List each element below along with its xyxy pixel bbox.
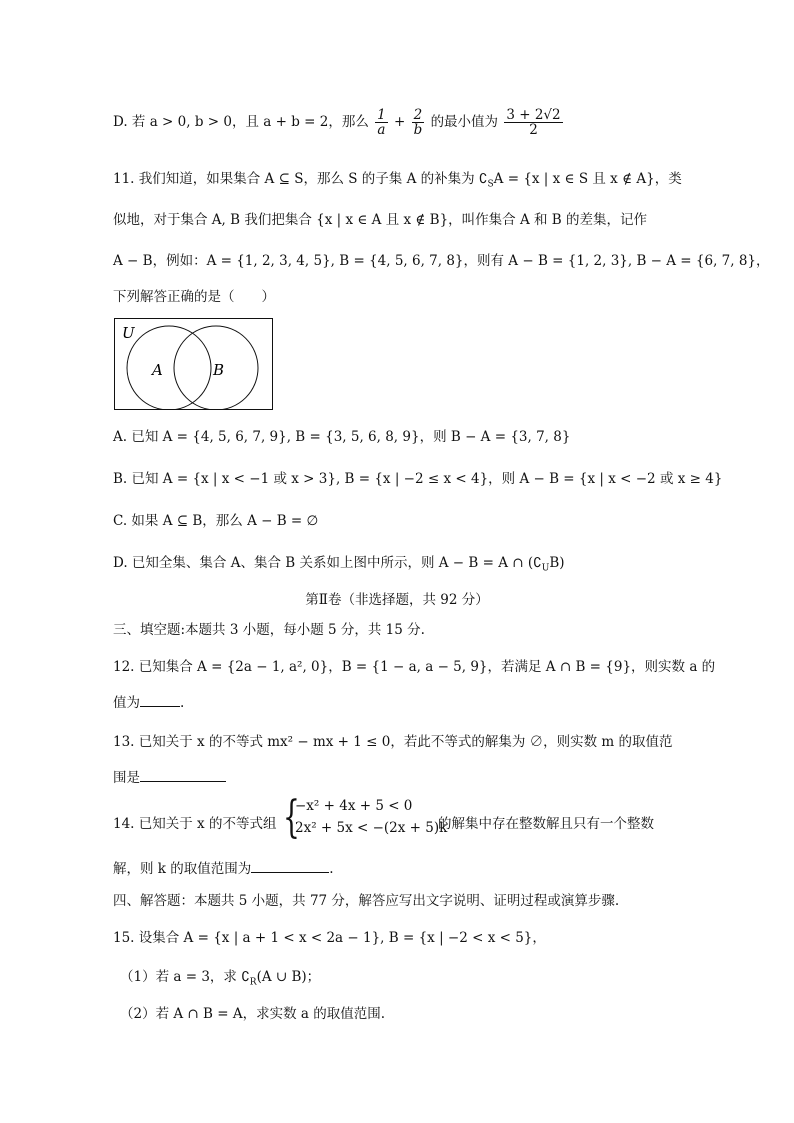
answer-blank[interactable] bbox=[140, 692, 180, 707]
complement-subscript: S bbox=[487, 179, 494, 190]
q11-line-1 bbox=[113, 169, 682, 195]
frac-den: 2 bbox=[529, 122, 538, 138]
frac-den: b bbox=[413, 122, 423, 138]
q15-part-2: （2）若 A ∩ B = A，求实数 a 的取值范围. bbox=[120, 1006, 386, 1022]
q10-d-text: D. 若 a > 0, b > 0，且 a + b = 2，那么 bbox=[113, 114, 374, 130]
q11-line-3: A − B，例如：A = {1, 2, 3, 4, 5}, B = {4, 5, 6, 7, 8}，则有 A − B = {1, 2, 3}, B − A = {6, 7, 8}， bbox=[113, 253, 770, 269]
q14-lead: 14. 已知关于 x 的不等式组 bbox=[113, 816, 277, 832]
frac-den: a bbox=[377, 122, 386, 138]
universe-label: U bbox=[122, 324, 135, 342]
opt-d-text: D. 已知全集、集合 A、集合 B 关系如上图中所示，则 A − B = A ∩ (∁ bbox=[113, 555, 542, 571]
answer-blank[interactable] bbox=[251, 858, 329, 873]
answer-blank[interactable] bbox=[140, 767, 226, 782]
q10-option-d bbox=[113, 108, 565, 137]
q11-text-a: 11. 我们知道，如果集合 A ⊆ S，那么 S 的子集 A 的补集为 ∁ bbox=[113, 171, 488, 187]
inequality-row-2: 2x² + 5x < −(2x + 5)k bbox=[295, 820, 448, 836]
q10-d-mid: 的最小值为 bbox=[430, 114, 503, 130]
plus-sign: + bbox=[394, 114, 406, 130]
complement-subscript: R bbox=[249, 977, 257, 988]
venn-diagram bbox=[114, 318, 274, 410]
q11-option-c: C. 如果 A ⊆ B，那么 A − B = ∅ bbox=[113, 513, 319, 529]
fraction-min-value bbox=[504, 108, 562, 137]
q13-text-b: 围是 bbox=[113, 770, 140, 786]
q15-1-tail: (A ∪ B)； bbox=[256, 969, 321, 985]
frac-num: 2 bbox=[413, 107, 423, 123]
q12-text-b: 值为 bbox=[113, 695, 140, 711]
q11-line-4: 下列解答正确的是（ ） bbox=[113, 289, 275, 305]
left-brace: { bbox=[283, 792, 300, 843]
fraction-1-over-a bbox=[375, 108, 388, 137]
q15-part-1 bbox=[120, 967, 320, 993]
q15-stem: 15. 设集合 A = {x | a + 1 < x < 2a − 1}, B = {x | −2 < x < 5}， bbox=[113, 930, 546, 946]
q14-text-b: 解，则 k 的取值范围为 bbox=[113, 861, 252, 877]
inequality-row-1: −x² + 4x + 5 < 0 bbox=[295, 798, 413, 814]
q12-line-2 bbox=[113, 692, 184, 713]
q14-tail: 的解集中存在整数解且只有一个整数 bbox=[438, 816, 654, 832]
q13-line-1: 13. 已知关于 x 的不等式 mx² − mx + 1 ≤ 0，若此不等式的解集为 ∅，则实数 m 的取值范 bbox=[113, 734, 673, 750]
complement-subscript: U bbox=[541, 563, 550, 574]
q11-line-2: 似地，对于集合 A, B 我们把集合 {x | x ∈ A 且 x ∉ B}，叫作集合 A 和 B 的差集，记作 bbox=[113, 212, 648, 228]
q11-option-a: A. 已知 A = {4, 5, 6, 7, 9}, B = {3, 5, 6, 8, 9}，则 B − A = {3, 7, 8} bbox=[113, 429, 571, 445]
opt-d-tail: B) bbox=[549, 555, 565, 571]
frac-num: 3 + 2√2 bbox=[506, 107, 561, 123]
section-4-heading: 四、解答题：本题共 5 小题，共 77 分，解答应写出文字说明、证明过程或演算步骤. bbox=[113, 893, 620, 909]
q11-text-a-tail: A = {x | x ∈ S 且 x ∉ A}，类 bbox=[493, 171, 682, 187]
section-3-heading: 三、填空题:本题共 3 小题，每小题 5 分，共 15 分. bbox=[113, 622, 425, 638]
set-b-label: B bbox=[213, 361, 225, 379]
set-a-circle bbox=[127, 326, 211, 410]
period: . bbox=[180, 695, 185, 711]
period: . bbox=[329, 861, 334, 877]
q11-option-d bbox=[113, 553, 565, 579]
frac-num: 1 bbox=[377, 107, 386, 123]
q15-1-text: （1）若 a = 3，求 ∁ bbox=[120, 969, 250, 985]
part-2-title: 第Ⅱ卷（非选择题，共 92 分） bbox=[305, 592, 489, 608]
set-a-label: A bbox=[152, 361, 163, 379]
q11-option-b: B. 已知 A = {x | x < −1 或 x > 3}, B = {x | −2 ≤ x < 4}，则 A − B = {x | x < −2 或 x ≥ 4} bbox=[113, 471, 723, 487]
q14-line-2 bbox=[113, 858, 334, 879]
q13-line-2 bbox=[113, 767, 226, 788]
fraction-2-over-b bbox=[412, 108, 425, 137]
q12-line-1: 12. 已知集合 A = {2a − 1, a², 0}，B = {1 − a, a − 5, 9}，若满足 A ∩ B = {9}，则实数 a 的 bbox=[113, 659, 716, 675]
